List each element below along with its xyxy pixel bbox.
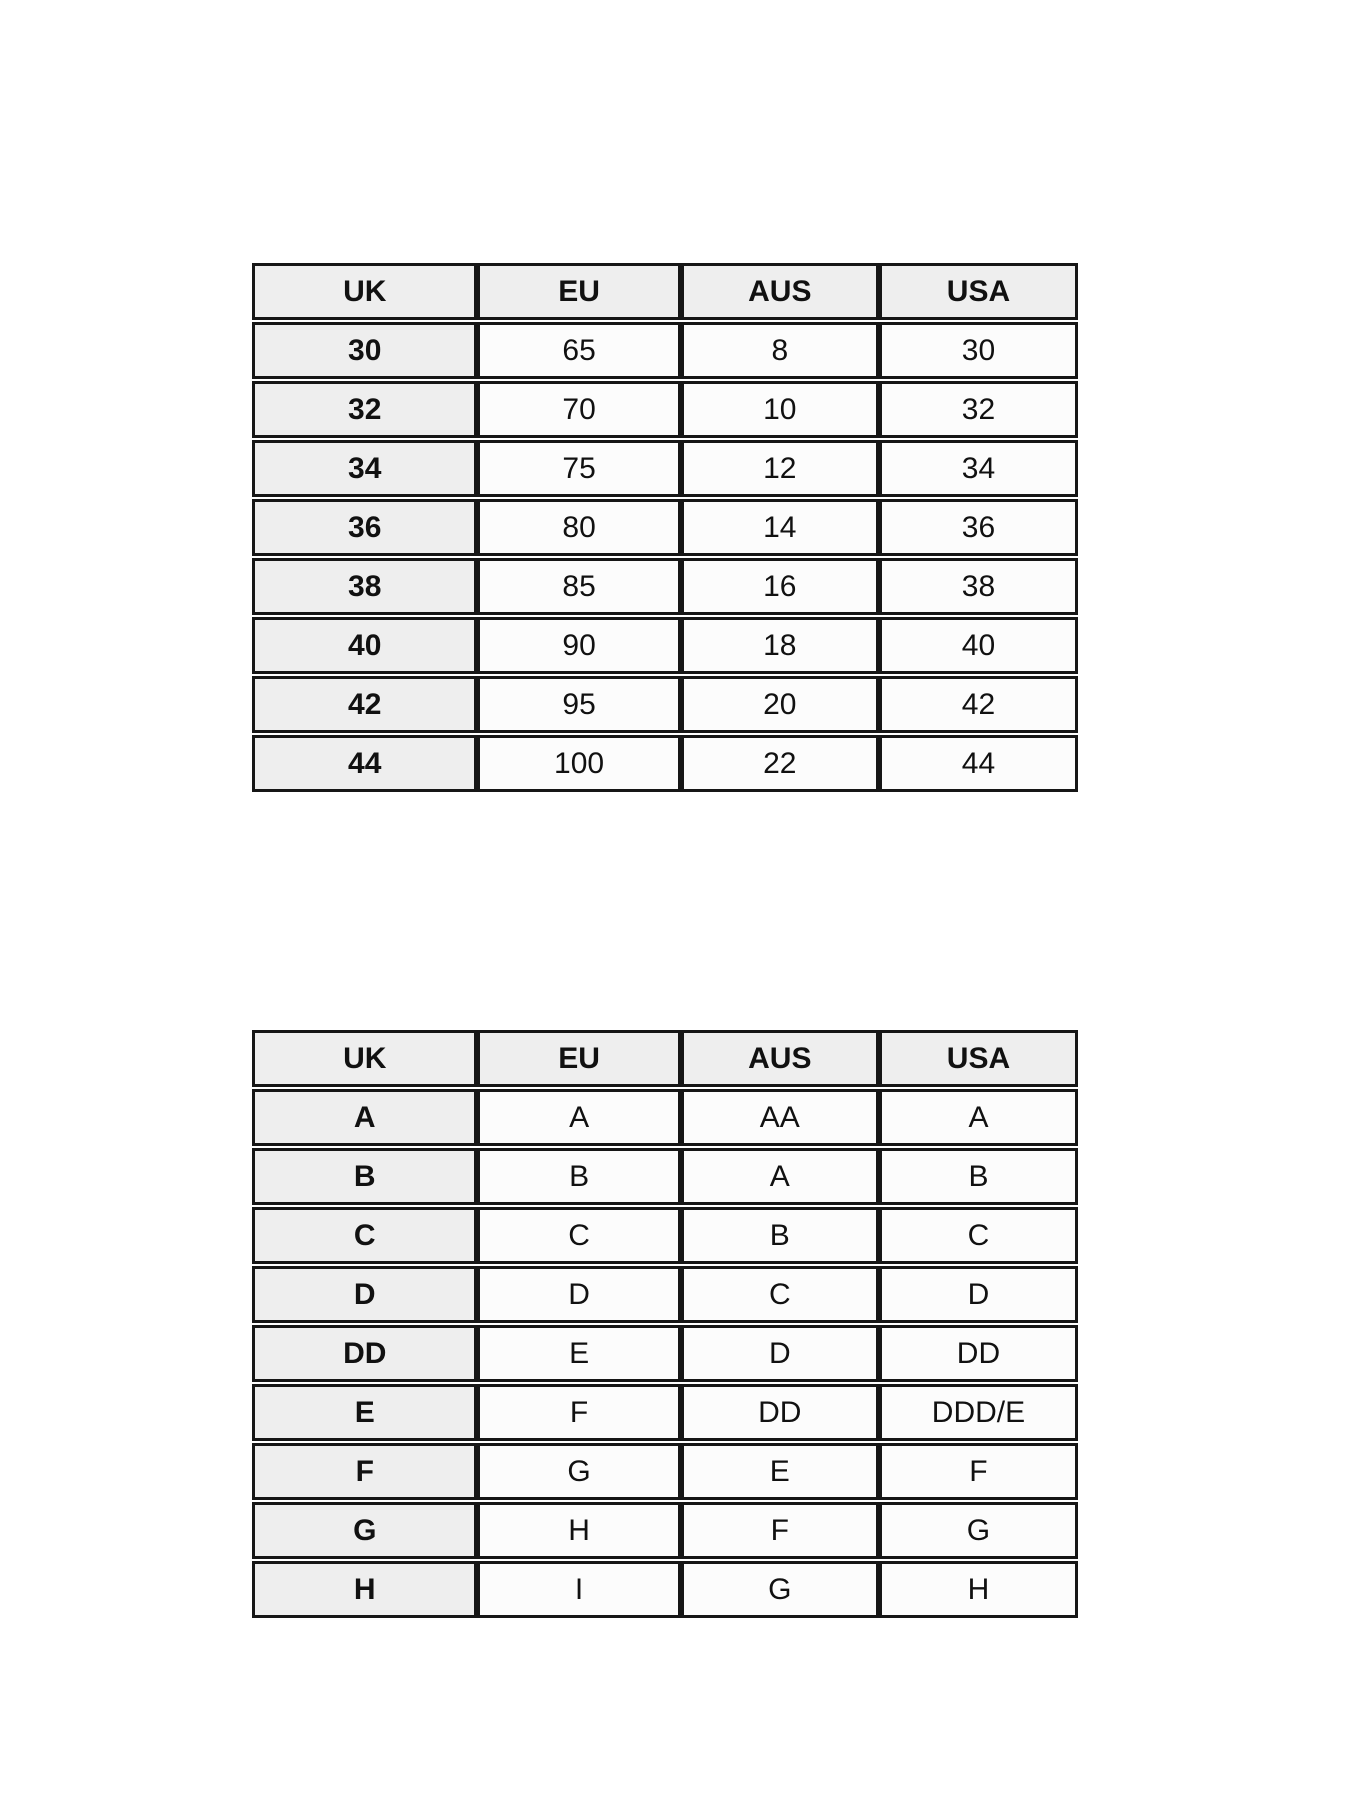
row-label-cell: 36 [252, 499, 477, 556]
value-cell: 80 [477, 499, 680, 556]
row-label-cell: B [252, 1148, 477, 1205]
column-header-aus: AUS [681, 263, 879, 320]
value-cell: F [879, 1443, 1078, 1500]
table-row [252, 676, 1078, 733]
value-cell: 70 [477, 381, 680, 438]
value-cell: 14 [681, 499, 879, 556]
row-label-cell: 38 [252, 558, 477, 615]
value-cell: H [879, 1561, 1078, 1618]
value-cell: 75 [477, 440, 680, 497]
value-cell: G [477, 1443, 680, 1500]
band-size-conversion-table [252, 261, 1078, 794]
table-row [252, 1207, 1078, 1264]
value-cell: 32 [879, 381, 1078, 438]
value-cell: 12 [681, 440, 879, 497]
value-cell: 18 [681, 617, 879, 674]
table-row [252, 1266, 1078, 1323]
value-cell: C [681, 1266, 879, 1323]
table-row [252, 499, 1078, 556]
table-row [252, 1089, 1078, 1146]
value-cell: F [477, 1384, 680, 1441]
value-cell: F [681, 1502, 879, 1559]
column-header-uk: UK [252, 1030, 477, 1087]
value-cell: 34 [879, 440, 1078, 497]
row-label-cell: 34 [252, 440, 477, 497]
value-cell: 16 [681, 558, 879, 615]
table-row [252, 322, 1078, 379]
value-cell: 42 [879, 676, 1078, 733]
value-cell: B [477, 1148, 680, 1205]
value-cell: E [477, 1325, 680, 1382]
row-label-cell: 42 [252, 676, 477, 733]
table-row [252, 1148, 1078, 1205]
row-label-cell: 32 [252, 381, 477, 438]
value-cell: AA [681, 1089, 879, 1146]
value-cell: H [477, 1502, 680, 1559]
column-header-eu: EU [477, 1030, 680, 1087]
table-row [252, 1561, 1078, 1618]
table-row [252, 1325, 1078, 1382]
row-label-cell: DD [252, 1325, 477, 1382]
value-cell: 10 [681, 381, 879, 438]
value-cell: 30 [879, 322, 1078, 379]
column-header-usa: USA [879, 263, 1078, 320]
value-cell: 36 [879, 499, 1078, 556]
value-cell: I [477, 1561, 680, 1618]
value-cell: A [477, 1089, 680, 1146]
value-cell: B [879, 1148, 1078, 1205]
table-row [252, 1502, 1078, 1559]
table-row [252, 440, 1078, 497]
value-cell: 65 [477, 322, 680, 379]
row-label-cell: 44 [252, 735, 477, 792]
column-header-usa: USA [879, 1030, 1078, 1087]
value-cell: A [879, 1089, 1078, 1146]
table-row [252, 381, 1078, 438]
value-cell: DDD/E [879, 1384, 1078, 1441]
value-cell: D [477, 1266, 680, 1323]
value-cell: 8 [681, 322, 879, 379]
value-cell: 95 [477, 676, 680, 733]
value-cell: C [477, 1207, 680, 1264]
column-header-aus: AUS [681, 1030, 879, 1087]
header-row [252, 263, 1078, 320]
value-cell: 90 [477, 617, 680, 674]
header-row [252, 1030, 1078, 1087]
column-header-eu: EU [477, 263, 680, 320]
value-cell: 22 [681, 735, 879, 792]
value-cell: 85 [477, 558, 680, 615]
row-label-cell: 40 [252, 617, 477, 674]
row-label-cell: G [252, 1502, 477, 1559]
row-label-cell: 30 [252, 322, 477, 379]
value-cell: 38 [879, 558, 1078, 615]
value-cell: G [681, 1561, 879, 1618]
value-cell: 20 [681, 676, 879, 733]
row-label-cell: E [252, 1384, 477, 1441]
row-label-cell: A [252, 1089, 477, 1146]
table-row [252, 1443, 1078, 1500]
value-cell: DD [879, 1325, 1078, 1382]
cup-size-conversion-table [252, 1028, 1078, 1620]
column-header-uk: UK [252, 263, 477, 320]
row-label-cell: F [252, 1443, 477, 1500]
value-cell: 44 [879, 735, 1078, 792]
value-cell: B [681, 1207, 879, 1264]
row-label-cell: D [252, 1266, 477, 1323]
value-cell: D [681, 1325, 879, 1382]
row-label-cell: H [252, 1561, 477, 1618]
value-cell: DD [681, 1384, 879, 1441]
value-cell: C [879, 1207, 1078, 1264]
value-cell: E [681, 1443, 879, 1500]
value-cell: G [879, 1502, 1078, 1559]
table-row [252, 558, 1078, 615]
table-row [252, 617, 1078, 674]
table-row [252, 1384, 1078, 1441]
value-cell: 40 [879, 617, 1078, 674]
value-cell: D [879, 1266, 1078, 1323]
table-row [252, 735, 1078, 792]
value-cell: 100 [477, 735, 680, 792]
value-cell: A [681, 1148, 879, 1205]
row-label-cell: C [252, 1207, 477, 1264]
